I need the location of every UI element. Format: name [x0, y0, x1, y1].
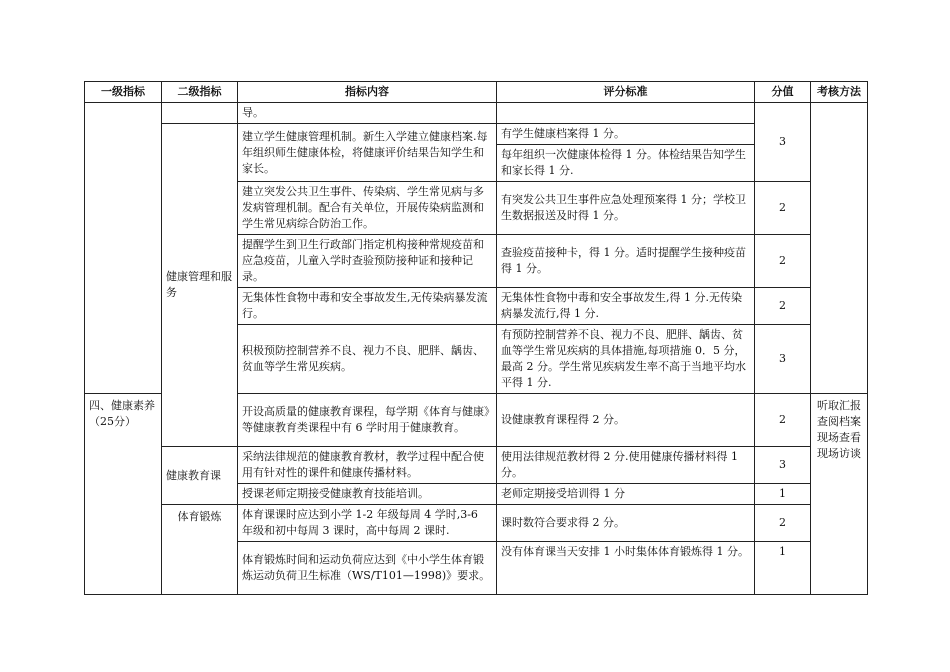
score-cell: 2: [755, 505, 811, 542]
level2-health-mgmt: 健康管理和服务: [162, 124, 238, 447]
header-content: 指标内容: [238, 82, 497, 103]
content-cell: 授课老师定期接受健康教育技能培训。: [238, 484, 497, 505]
header-score: 分值: [755, 82, 811, 103]
content-cell: 采纳法律规范的健康教育教材，教学过程中配合使用有针对性的课件和健康传播材料。: [238, 447, 497, 484]
header-level2: 二级指标: [162, 82, 238, 103]
header-method: 考核方法: [811, 82, 868, 103]
criteria-cell: 设健康教育课程得 2 分。: [497, 394, 755, 447]
header-criteria: 评分标准: [497, 82, 755, 103]
score-cell: 1: [755, 542, 811, 595]
criteria-cell: [497, 103, 755, 124]
criteria-cell: 有预防控制营养不良、视力不良、肥胖、龋齿、贫血等学生常见疾病的具体措施,每项措施 0．5 分，最高 2 分。学生常见疾病发生率不高于当地平均水平得 1 分.: [497, 325, 755, 394]
score-cell: 2: [755, 235, 811, 288]
score-cell: 3: [755, 325, 811, 394]
method-cell-empty: [811, 103, 868, 394]
criteria-cell: 课时数符合要求得 2 分。: [497, 505, 755, 542]
table-row: [85, 505, 868, 542]
content-cell: 开设高质量的健康教育课程，每学期《体育与健康》等健康教育类课程中有 6 学时用于健康教育。: [238, 394, 497, 447]
assessment-table: [84, 81, 868, 595]
level2-pe: 体育锻炼: [162, 505, 238, 595]
score-cell: 1: [755, 484, 811, 505]
table-row: [85, 447, 868, 484]
content-cell: 建立学生健康管理机制。新生入学建立健康档案.每年组织师生健康体检，将健康评价结果告知学生和家长。: [238, 124, 497, 182]
criteria-cell: 老师定期接受培训得 1 分: [497, 484, 755, 505]
criteria-cell: 无集体性食物中毒和安全事故发生,得 1 分.无传染病暴发流行,得 1 分.: [497, 288, 755, 325]
content-cell: 体育课课时应达到小学 1-2 年级每周 4 学时,3-6 年级和初中每周 3 课时，高中每周 2 课时.: [238, 505, 497, 542]
level2-cell-empty: [162, 103, 238, 124]
content-cell: 建立突发公共卫生事件、传染病、学生常见病与多发病管理机制。配合有关单位，开展传染病监测和学生常见病综合防治工作。: [238, 182, 497, 235]
criteria-cell: 有突发公共卫生事件应急处理预案得 1 分；学校卫生数据报送及时得 1 分。: [497, 182, 755, 235]
score-cell: 3: [755, 103, 811, 182]
table-row: [85, 103, 868, 124]
criteria-cell: 查验疫苗接种卡，得 1 分。适时提醒学生接种疫苗得 1 分。: [497, 235, 755, 288]
score-cell: 2: [755, 394, 811, 447]
criteria-cell: 有学生健康档案得 1 分。: [497, 124, 755, 145]
score-cell: 3: [755, 447, 811, 484]
header-level1: 一级指标: [85, 82, 162, 103]
criteria-cell: 没有体育课当天安排 1 小时集体体育锻炼得 1 分。: [497, 542, 755, 595]
content-cell: 提醒学生到卫生行政部门指定机构接种常规疫苗和应急疫苗，儿童入学时查验预防接种证和接种记录。: [238, 235, 497, 288]
score-cell: 2: [755, 182, 811, 235]
criteria-cell: 使用法律规范教材得 2 分.使用健康传播材料得 1 分。: [497, 447, 755, 484]
level2-health-edu: 健康教育课: [162, 447, 238, 505]
content-cell: 导。: [238, 103, 497, 124]
level1-cell-empty: [85, 103, 162, 394]
level1-health-literacy: 四、健康素养（25分）: [85, 394, 162, 595]
content-cell: 无集体性食物中毒和安全事故发生,无传染病暴发流行。: [238, 288, 497, 325]
criteria-cell: 每年组织一次健康体检得 1 分。体检结果告知学生和家长得 1 分.: [497, 145, 755, 182]
content-cell: 体育锻炼时间和运动负荷应达到《中小学生体育锻炼运动负荷卫生标准（WS/T101—1998)》要求。: [238, 542, 497, 595]
table-row: [85, 124, 868, 145]
assessment-method: 听取汇报查阅档案现场查看现场访谈: [811, 394, 868, 595]
table-header-row: [85, 82, 868, 103]
score-cell: 2: [755, 288, 811, 325]
content-cell: 积极预防控制营养不良、视力不良、肥胖、龋齿、贫血等学生常见疾病。: [238, 325, 497, 394]
